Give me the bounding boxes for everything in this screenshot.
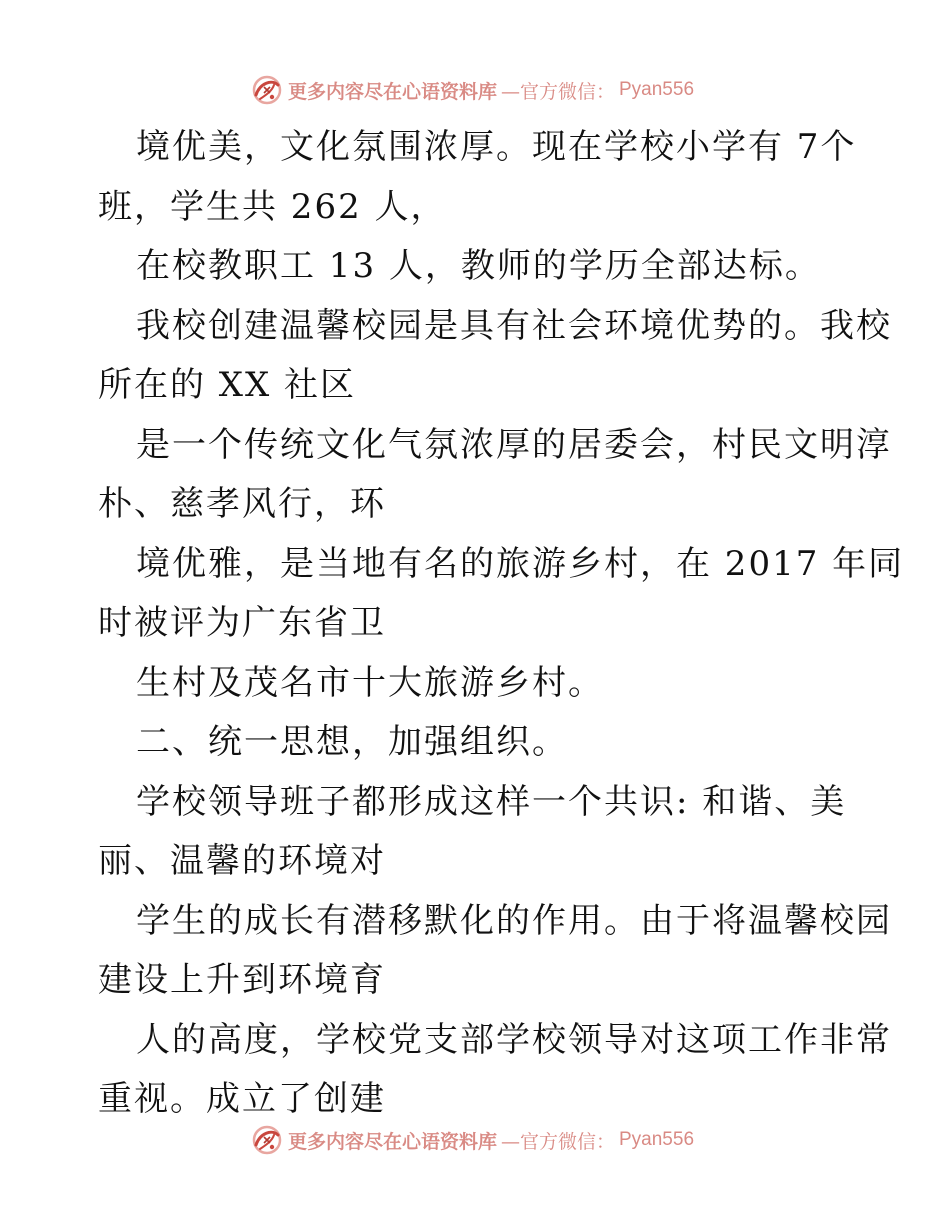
text-line: 时被评为广东省卫 [98, 603, 386, 643]
text-line: 班，学生共 262 人， [98, 186, 447, 227]
body-text [98, 118, 905, 1130]
text-line: 重视。成立了创建 [98, 1079, 386, 1119]
header-watermark [0, 70, 950, 110]
watermark-brand: 更多内容尽在心语资料库 [287, 80, 497, 103]
watermark-wechat-id: Pyan556 [619, 1129, 695, 1150]
watermark-wechat-label: —官方微信： [500, 1130, 615, 1153]
text-line: 我校创建温馨校园是具有社会环境优势的。我校 [136, 305, 892, 346]
text-line: 人的高度，学校党支部学校领导对这项工作非常 [136, 1019, 892, 1060]
watermark-wechat-id: Pyan556 [619, 79, 695, 100]
swirl-logo-icon [250, 1123, 284, 1157]
watermark-wechat-label: —官方微信： [500, 80, 615, 103]
text-line: 二、统一思想，加强组织。 [136, 722, 568, 762]
text-line: 学生的成长有潜移默化的作用。由于将温馨校园 [136, 900, 892, 941]
watermark-row [250, 1123, 694, 1157]
text-line: 在校教职工 13 人，教师的学历全部达标。 [136, 246, 821, 286]
text-line: 所在的 XX 社区 [98, 365, 357, 405]
swirl-logo-icon [250, 73, 284, 107]
text-line: 境优雅，是当地有名的旅游乡村，在 2017 年同 [136, 543, 905, 584]
text-line: 朴、慈孝风行，环 [98, 484, 386, 524]
watermark-brand: 更多内容尽在心语资料库 [287, 1130, 497, 1153]
footer-watermark [0, 1120, 950, 1160]
text-line: 丽、温馨的环境对 [98, 841, 386, 881]
text-line: 是一个传统文化气氛浓厚的居委会，村民文明淳 [136, 424, 892, 465]
text-line: 境优美，文化氛围浓厚。现在学校小学有 7个 [136, 127, 857, 167]
watermark-row [250, 73, 694, 107]
text-line: 生村及茂名市十大旅游乡村。 [136, 662, 604, 703]
text-line: 学校领导班子都形成这样一个共识: 和谐、美 [136, 781, 847, 822]
text-line: 建设上升到环境育 [98, 960, 386, 1000]
